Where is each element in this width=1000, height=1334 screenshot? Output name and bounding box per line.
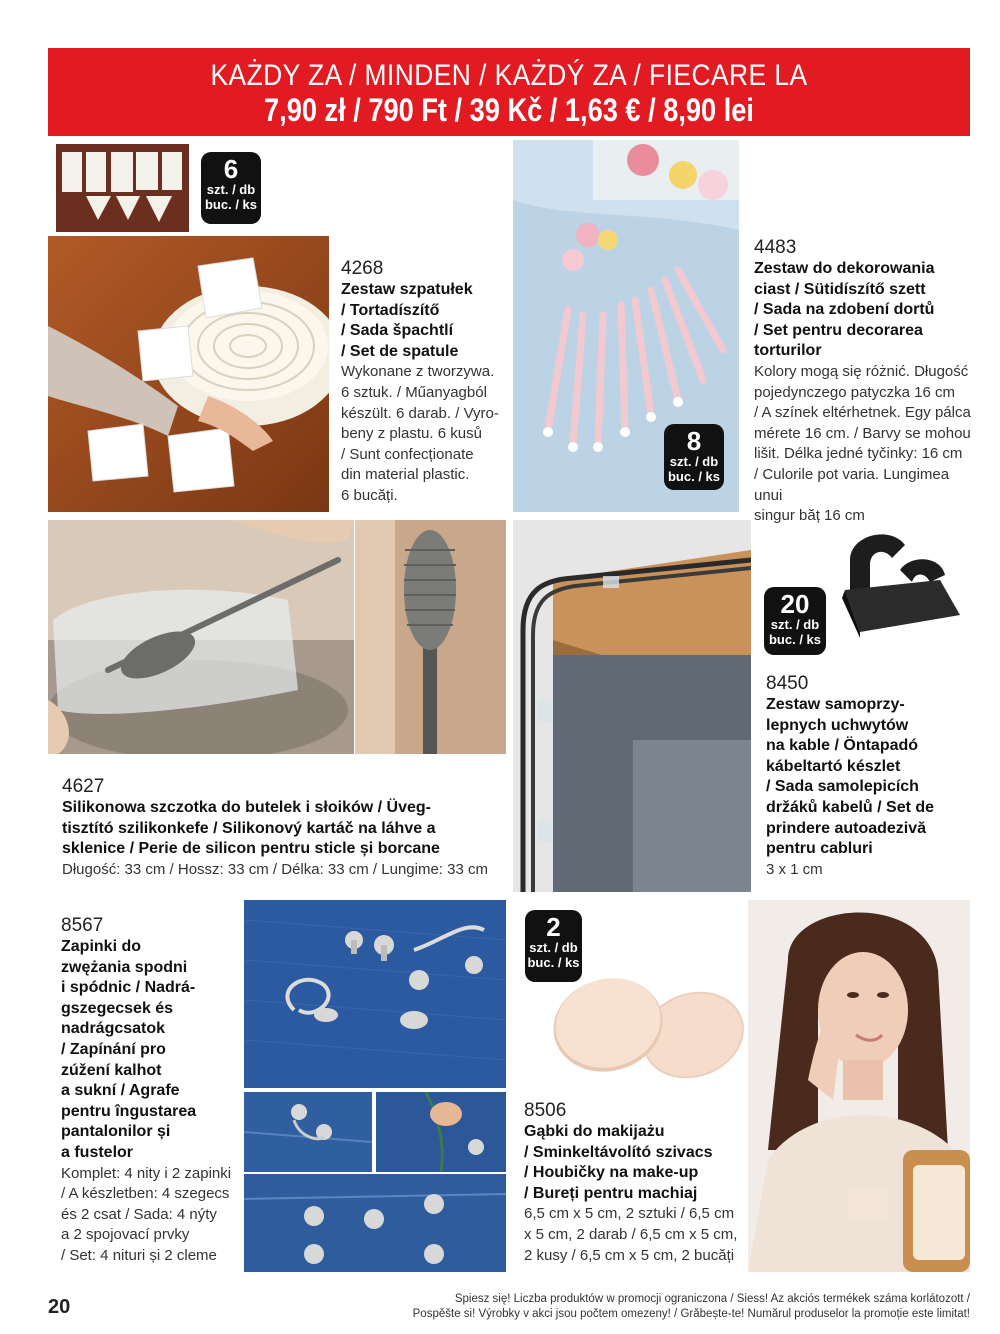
product-info-4627 [62,776,502,880]
quantity-badge: 20 szt. / db buc. / ks [764,587,826,655]
product-title: Gąbki do makijażu / Sminkeltávolító szivacs / Houbičky na make-up / Bureți pentru machiaj [524,1123,713,1202]
quantity-badge: 2 szt. / db buc. / ks [525,910,582,982]
bottle-brush-closeup-photo [355,520,506,754]
banner-heading: KAŻDY ZA / MINDEN / KAŻDÝ ZA / FIECARE LA [210,59,808,92]
quantity-badge: 6 szt. / db buc. / ks [201,152,261,224]
pant-clips-denim-photo [244,900,506,1088]
product-code: 4268 [341,258,384,279]
product-title: Silikonowa szczotka do butelek i słoików / Üveg- tisztító szilikonkefe / Silikonový kartáč na láhve a sklenice / Perie de silicon pentru sticle și borcane [62,799,440,858]
pant-clips-detail-photo-3 [244,1174,506,1272]
product-code: 8567 [61,915,104,936]
footer-disclaimer: Spiesz się! Liczba produktów w promocji ograniczona / Siess! Az akciós termékek száma korlátozott / Pospěšte si! Výrobky v akci jsou počtem omezeny! / Grăbește-te! Numărul produselor la promoție este limitat! [412,1293,970,1320]
product-info-4483 [754,237,974,527]
product-description: 6,5 cm x 5 cm, 2 sztuki / 6,5 cm x 5 cm, 2 darab / 6,5 cm x 5 cm, 2 kusy / 6,5 cm x 5 cm, 2 bucăți [524,1205,738,1264]
product-title: Zestaw do dekorowania ciast / Sütidíszítő szett / Sada na zdobení dortů / Set pentru decorarea torturilor [754,260,935,360]
product-code: 4483 [754,237,797,258]
quantity-badge: 8 szt. / db buc. / ks [664,424,724,490]
cable-holder-desk-photo [513,520,751,892]
cake-spatula-photo [48,236,329,512]
product-info-4268 [341,258,501,507]
product-description: Komplet: 4 nity i 2 zapinki / A készletben: 4 szegecs és 2 csat / Sada: 4 nýty a 2 spojovací prvky / Set: 4 nituri și 2 cleme [61,1164,232,1264]
spatula-thumbnail [56,144,189,232]
cable-clip-product-photo [830,520,970,640]
pant-clips-detail-photo-1 [244,1092,372,1172]
product-info-8450 [766,673,972,880]
banner-prices: 7,90 zł / 790 Ft / 39 Kč / 1,63 € / 8,90 lei [264,92,754,128]
product-title: Zestaw szpatułek / Tortadíszítő / Sada špachtlí / Set de spatule [341,281,473,360]
product-description: Wykonane z tworzywa. 6 sztuk. / Műanyagból készült. 6 darab. / Vyro- beny z plastu. 6 kusů / Sunt confecționate din material plastic. 6 bucăți. [341,363,499,504]
product-code: 8506 [524,1100,567,1121]
makeup-sponges-photo [548,965,748,1100]
product-info-8567 [61,915,241,1267]
woman-applying-makeup-photo [748,900,970,1272]
price-banner [48,48,970,136]
product-description: Kolory mogą się różnić. Długość pojedynczego patyczka 16 cm / A színek eltérhetnek. Egy pálca mérete 16 cm. / Barvy se mohou lišit. Délka jedné tyčinky: 16 cm / Culorile pot varia. Lungimea unui singur băț 16 cm [754,362,971,525]
product-info-8506 [524,1100,746,1266]
product-description: 3 x 1 cm [766,860,823,878]
bottle-brush-sink-photo [48,520,354,754]
product-code: 8450 [766,673,809,694]
pant-clips-detail-photo-2 [376,1092,506,1172]
product-description: Długość: 33 cm / Hossz: 33 cm / Délka: 33 cm / Lungime: 33 cm [62,860,488,878]
product-title: Zapinki do zwężania spodni i spódnic / Nadrá- gszegecsek és nadrágcsatok / Zapínání pro zúžení kalhot a sukní / Agrafe pentru îngustarea pantalonilor și a fustelor [61,938,197,1161]
product-title: Zestaw samoprzy- lepnych uchwytów na kable / Öntapadó kábeltartó készlet / Sada samolepicích držáků kabelů / Set de prindere autoadezivă pentru cabluri [766,696,935,858]
product-code: 4627 [62,776,105,797]
page-number: 20 [48,1296,71,1318]
